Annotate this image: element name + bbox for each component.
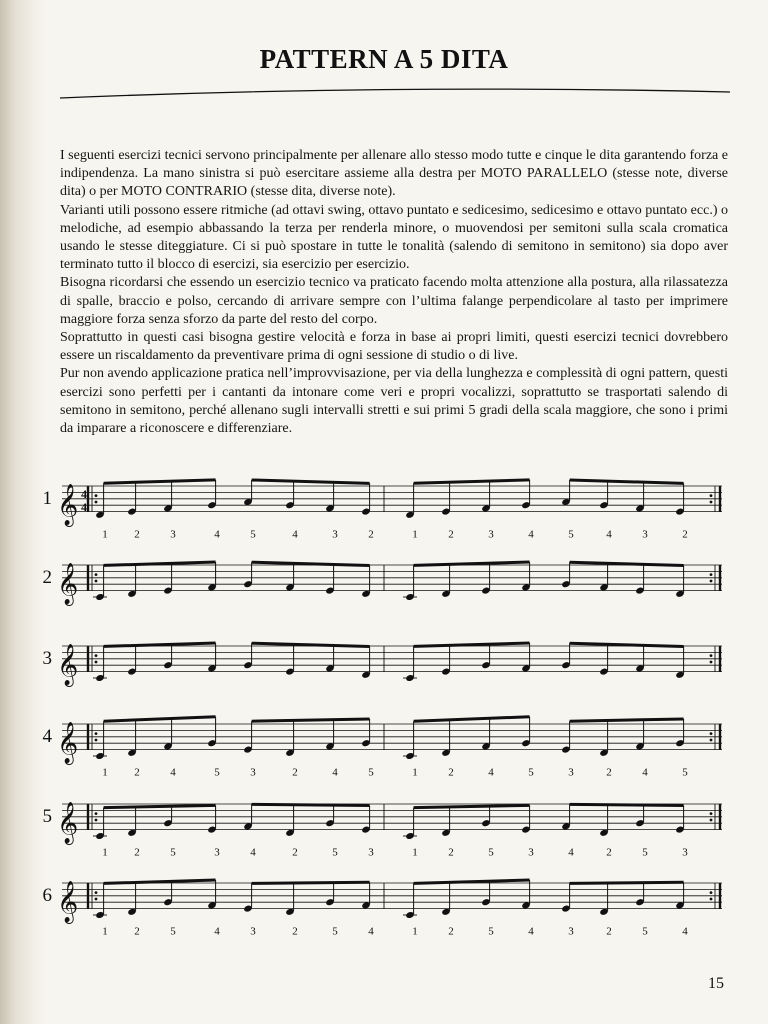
intro-paragraph: Soprattutto in questi casi bisogna gestire velocità e forza in base ai propri limiti, questi esercizi tecnici dovrebbero essere un riscaldamento da preventivare prima di ogni sessione di studio o di live. bbox=[60, 330, 728, 364]
fingering-number: 5 bbox=[568, 528, 574, 541]
repeat-dot bbox=[95, 819, 98, 822]
note-beam bbox=[570, 480, 684, 483]
repeat-dot bbox=[95, 494, 98, 497]
fingering-number: 4 bbox=[292, 528, 298, 541]
fingering-number: 3 bbox=[214, 846, 220, 859]
intro-paragraph: Varianti utili possono essere ritmiche (ad ottavi swing, ottavo puntato e sedicesimo, sedicesimo e ottavo puntato ecc.) o melodiche, ad esempio abbassando la terza per renderla minore, o muovendosi per semitoni sulla scala cromatica usando le stesse diteggiature. Ci si può spostare in tutte le tonalità (salendo di semitono in semitono) sia dopo aver terminato tutto il blocco di esercizi, sia esercizio per esercizio. bbox=[60, 202, 728, 273]
repeat-dot bbox=[710, 501, 713, 504]
treble-clef-icon: 𝄞 bbox=[57, 802, 79, 844]
fingering-number: 3 bbox=[488, 528, 494, 541]
repeat-dot bbox=[710, 891, 713, 894]
repeat-dot bbox=[95, 891, 98, 894]
repeat-dot bbox=[710, 580, 713, 583]
fingering-number: 5 bbox=[682, 766, 688, 779]
repeat-dot bbox=[710, 732, 713, 735]
fingering-number: 4 bbox=[332, 766, 338, 779]
note-beam bbox=[252, 882, 370, 883]
repeat-dot bbox=[710, 898, 713, 901]
exercise-number: 2 bbox=[42, 567, 52, 588]
intro-paragraph: I seguenti esercizi tecnici servono principalmente per allenare allo stesso modo tutte e cinque le dita garantendo forza e indipendenza. La mano sinistra si può esercitare assieme alla destra per MOTO PARALLELO (stesse note, diverse dita) o per MOTO CONTRARIO (stesse dita, diverse note). bbox=[60, 148, 728, 200]
repeat-dot bbox=[95, 739, 98, 742]
fingering-number: 4 bbox=[214, 528, 220, 541]
exercise-number: 6 bbox=[42, 885, 52, 906]
treble-clef-icon: 𝄞 bbox=[57, 722, 79, 764]
fingering-number: 2 bbox=[134, 846, 140, 859]
fingering-number: 3 bbox=[568, 766, 574, 779]
note-beam bbox=[252, 719, 370, 721]
fingering-number: 4 bbox=[568, 846, 574, 859]
treble-clef-icon: 𝄞 bbox=[57, 644, 79, 686]
intro-paragraph: Pur non avendo applicazione pratica nell’improvvisazione, per via della lunghezza e complessità di ogni pattern, questi esercizi sono perfetti per i cantanti da intonare come veri e propri vocalizzi, soprattutto se trasportati salendo di semitono in semitono, perché allenano sugli intervalli stretti e sui primi 5 gradi della scala maggiore, che sono i primi da imparare a riconoscere e differenziare. bbox=[60, 366, 728, 437]
note-beam bbox=[104, 805, 216, 807]
treble-clef-icon: 𝄞 bbox=[57, 881, 79, 923]
page-number: 15 bbox=[708, 975, 724, 992]
treble-clef-icon: 𝄞 bbox=[57, 484, 79, 526]
fingering-number: 5 bbox=[488, 925, 494, 938]
note-beam bbox=[252, 480, 370, 483]
fingering-number: 3 bbox=[250, 925, 256, 938]
fingering-number: 1 bbox=[102, 846, 108, 859]
repeat-dot bbox=[710, 661, 713, 664]
fingering-number: 1 bbox=[102, 766, 108, 779]
note-beam bbox=[414, 480, 530, 483]
fingering-number: 5 bbox=[214, 766, 220, 779]
fingering-number: 3 bbox=[170, 528, 176, 541]
fingering-number: 2 bbox=[134, 766, 140, 779]
exercise-number: 5 bbox=[42, 806, 52, 827]
repeat-dot bbox=[95, 573, 98, 576]
fingering-number: 3 bbox=[250, 766, 256, 779]
fingering-number: 1 bbox=[102, 925, 108, 938]
fingering-number: 2 bbox=[292, 925, 298, 938]
fingering-number: 2 bbox=[292, 846, 298, 859]
fingering-number: 5 bbox=[170, 846, 176, 859]
fingering-number: 4 bbox=[170, 766, 176, 779]
fingering-number: 3 bbox=[568, 925, 574, 938]
fingering-number: 4 bbox=[528, 925, 534, 938]
repeat-dot bbox=[95, 654, 98, 657]
exercise-number: 1 bbox=[42, 488, 52, 509]
repeat-dot bbox=[710, 739, 713, 742]
fingering-number: 2 bbox=[606, 925, 612, 938]
repeat-dot bbox=[710, 654, 713, 657]
fingering-number: 2 bbox=[368, 528, 374, 541]
fingering-number: 4 bbox=[606, 528, 612, 541]
fingering-number: 5 bbox=[332, 846, 338, 859]
fingering-number: 5 bbox=[642, 925, 648, 938]
fingering-number: 3 bbox=[682, 846, 688, 859]
fingering-number: 3 bbox=[368, 846, 374, 859]
repeat-dot bbox=[710, 812, 713, 815]
fingering-number: 2 bbox=[448, 846, 454, 859]
fingering-number: 5 bbox=[332, 925, 338, 938]
fingering-number: 1 bbox=[412, 766, 418, 779]
fingering-number: 2 bbox=[606, 766, 612, 779]
fingering-number: 1 bbox=[412, 846, 418, 859]
exercise-number: 4 bbox=[42, 726, 52, 747]
repeat-dot bbox=[95, 898, 98, 901]
fingering-number: 2 bbox=[448, 528, 454, 541]
fingering-number: 2 bbox=[134, 925, 140, 938]
fingering-number: 2 bbox=[134, 528, 140, 541]
fingering-number: 3 bbox=[528, 846, 534, 859]
exercise-number: 3 bbox=[42, 648, 52, 669]
repeat-dot bbox=[95, 661, 98, 664]
repeat-dot bbox=[710, 573, 713, 576]
note-beam bbox=[570, 719, 684, 721]
fingering-number: 4 bbox=[682, 925, 688, 938]
note-beam bbox=[570, 804, 684, 805]
repeat-dot bbox=[95, 580, 98, 583]
note-beam bbox=[252, 804, 370, 805]
fingering-number: 2 bbox=[448, 925, 454, 938]
page-title: PATTERN A 5 DITA bbox=[259, 44, 509, 74]
fingering-number: 5 bbox=[170, 925, 176, 938]
note-beam bbox=[104, 480, 216, 483]
fingering-number: 5 bbox=[528, 766, 534, 779]
fingering-number: 2 bbox=[606, 846, 612, 859]
time-signature-top: 4 bbox=[81, 487, 87, 501]
repeat-dot bbox=[710, 819, 713, 822]
repeat-dot bbox=[95, 812, 98, 815]
treble-clef-icon: 𝄞 bbox=[57, 563, 79, 605]
fingering-number: 3 bbox=[642, 528, 648, 541]
fingering-number: 3 bbox=[332, 528, 338, 541]
fingering-number: 4 bbox=[250, 846, 256, 859]
fingering-number: 5 bbox=[488, 846, 494, 859]
note-beam bbox=[570, 882, 684, 883]
note-beam bbox=[414, 717, 530, 721]
fingering-number: 1 bbox=[412, 528, 418, 541]
repeat-dot bbox=[710, 494, 713, 497]
fingering-number: 2 bbox=[682, 528, 688, 541]
repeat-dot bbox=[95, 501, 98, 504]
fingering-number: 5 bbox=[642, 846, 648, 859]
fingering-number: 4 bbox=[642, 766, 648, 779]
time-signature-bottom: 4 bbox=[81, 500, 87, 514]
fingering-number: 2 bbox=[448, 766, 454, 779]
fingering-number: 2 bbox=[292, 766, 298, 779]
fingering-number: 5 bbox=[368, 766, 374, 779]
note-beam bbox=[414, 805, 530, 807]
fingering-number: 4 bbox=[488, 766, 494, 779]
fingering-number: 5 bbox=[250, 528, 256, 541]
fingering-number: 4 bbox=[214, 925, 220, 938]
fingering-number: 4 bbox=[528, 528, 534, 541]
repeat-dot bbox=[95, 732, 98, 735]
fingering-number: 1 bbox=[412, 925, 418, 938]
fingering-number: 4 bbox=[368, 925, 374, 938]
intro-paragraph: Bisogna ricordarsi che essendo un esercizio tecnico va praticato facendo molta attenzione alla postura, alla rilassatezza di spalle, braccio e polso, cercando di arrivare sempre con l’ultima falange perpendicolare al tasto per imprimere maggiore forza senza sforzo da parte del resto del corpo. bbox=[60, 275, 728, 327]
fingering-number: 1 bbox=[102, 528, 108, 541]
note-beam bbox=[104, 717, 216, 721]
